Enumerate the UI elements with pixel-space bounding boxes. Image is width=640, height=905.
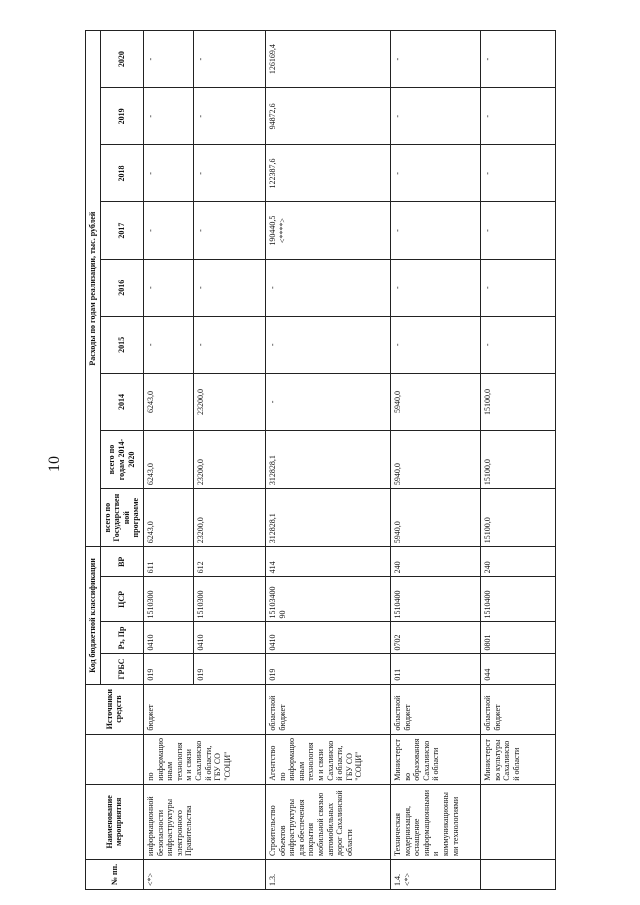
cell-csr: 1510300 <box>143 577 193 622</box>
row-name: Техническая модернизация, оснащение информационными и коммуникационными технологиями <box>390 784 480 859</box>
cell-total-years: 23200,0 <box>193 431 265 489</box>
cell-rzpr: 0702 <box>390 622 480 654</box>
cell-year: - <box>193 145 265 202</box>
cell-year: - <box>193 316 265 373</box>
cell-year: - <box>390 202 480 259</box>
header-name: Наименование мероприятия <box>86 784 144 859</box>
cell-total-gp: 5940,0 <box>390 489 480 547</box>
rotated-table-wrapper <box>85 30 620 890</box>
row-source: областной бюджет <box>480 684 555 734</box>
row-source: областной бюджет <box>265 684 390 734</box>
header-executor <box>86 734 144 784</box>
cell-year: - <box>193 88 265 145</box>
cell-year: - <box>193 202 265 259</box>
cell-year: - <box>265 259 390 316</box>
header-num: № пп. <box>86 859 144 889</box>
cell-year: 15100,0 <box>480 373 555 430</box>
cell-total-gp: 23200,0 <box>193 489 265 547</box>
cell-grbs: 019 <box>265 654 390 684</box>
cell-year: - <box>390 145 480 202</box>
cell-year: - <box>390 316 480 373</box>
header-year: 2017 <box>100 202 143 259</box>
cell-total-gp: 15100,0 <box>480 489 555 547</box>
table-row <box>390 31 480 890</box>
cell-year: 94872,6 <box>265 88 390 145</box>
table-row <box>480 31 555 890</box>
cell-year: - <box>193 259 265 316</box>
cell-year: - <box>143 88 193 145</box>
row-num: 1.3. <box>265 859 390 889</box>
header-year: 2014 <box>100 373 143 430</box>
row-name <box>480 784 555 859</box>
row-name: Строительство объектов инфраструктуры для обеспечения покрытия мобильной связью автомобильных дорог Сахалинской области <box>265 784 390 859</box>
cell-grbs: 019 <box>143 654 193 684</box>
cell-grbs: 044 <box>480 654 555 684</box>
header-year: 2016 <box>100 259 143 316</box>
header-years-group: Расходы по годам реализации, тыс. рублей <box>86 31 101 547</box>
cell-year: - <box>143 31 193 88</box>
row-name: информационной безопасности инфраструктуры электронного Правительства <box>143 784 265 859</box>
budget-table <box>85 30 556 890</box>
cell-csr: 1510400 <box>390 577 480 622</box>
cell-year: - <box>390 31 480 88</box>
header-year: 2019 <box>100 88 143 145</box>
cell-vr: 612 <box>193 547 265 577</box>
cell-vr: 611 <box>143 547 193 577</box>
cell-year: 23200,0 <box>193 373 265 430</box>
row-source: бюджет <box>143 684 265 734</box>
header-code-group: Код бюджетной классификации <box>86 547 101 684</box>
cell-year: - <box>265 373 390 430</box>
cell-year: - <box>480 259 555 316</box>
page-number: 10 <box>46 456 63 472</box>
cell-year: - <box>480 202 555 259</box>
cell-year: - <box>193 31 265 88</box>
cell-vr: 240 <box>390 547 480 577</box>
cell-total-gp: 312828,1 <box>265 489 390 547</box>
header-rzpr: Рз, Пр <box>100 622 143 654</box>
cell-year: - <box>143 202 193 259</box>
cell-rzpr: 0410 <box>265 622 390 654</box>
cell-year: - <box>265 316 390 373</box>
cell-total-gp: 6243,0 <box>143 489 193 547</box>
header-csr: ЦСР <box>100 577 143 622</box>
cell-year: - <box>390 88 480 145</box>
cell-year: - <box>143 259 193 316</box>
cell-rzpr: 0410 <box>143 622 193 654</box>
cell-year: 190440,5 <****> <box>265 202 390 259</box>
header-year: 2020 <box>100 31 143 88</box>
cell-year: - <box>480 31 555 88</box>
row-num: 1.4. <*> <box>390 859 480 889</box>
row-num: <*> <box>143 859 265 889</box>
cell-year: - <box>480 145 555 202</box>
header-total-years: всего по годам 2014-2020 <box>100 431 143 489</box>
cell-year: 5940,0 <box>390 373 480 430</box>
header-vr: ВР <box>100 547 143 577</box>
cell-total-years: 312828,1 <box>265 431 390 489</box>
cell-year: 126169,4 <box>265 31 390 88</box>
cell-csr: 15103400 90 <box>265 577 390 622</box>
header-grbs: ГРБС <box>100 654 143 684</box>
row-num <box>480 859 555 889</box>
cell-year: - <box>390 259 480 316</box>
cell-csr: 1510400 <box>480 577 555 622</box>
cell-year: - <box>480 316 555 373</box>
cell-year: - <box>143 145 193 202</box>
cell-grbs: 019 <box>193 654 265 684</box>
row-executor: Агентство по информационным технологиям и связи Сахалинской области, ГБУ СО "СОЦИ" <box>265 734 390 784</box>
cell-rzpr: 0410 <box>193 622 265 654</box>
header-row-1 <box>86 31 101 890</box>
cell-total-years: 6243,0 <box>143 431 193 489</box>
cell-rzpr: 0801 <box>480 622 555 654</box>
table-row <box>143 31 193 890</box>
cell-year: 122387,6 <box>265 145 390 202</box>
cell-vr: 240 <box>480 547 555 577</box>
cell-year: 6243,0 <box>143 373 193 430</box>
cell-total-years: 15100,0 <box>480 431 555 489</box>
cell-grbs: 011 <box>390 654 480 684</box>
cell-total-years: 5940,0 <box>390 431 480 489</box>
header-year: 2018 <box>100 145 143 202</box>
header-source: Источники средств <box>86 684 144 734</box>
cell-year: - <box>143 316 193 373</box>
cell-year: - <box>480 88 555 145</box>
table-row <box>265 31 390 890</box>
row-executor: Министерство культуры Сахалинской области <box>480 734 555 784</box>
cell-csr: 1510300 <box>193 577 265 622</box>
row-executor: по информационным технологиям и связи Сахалинской области, ГБУ СО "СОЦИ" <box>143 734 265 784</box>
row-executor: Министерство образования Сахалинской области <box>390 734 480 784</box>
header-year: 2015 <box>100 316 143 373</box>
header-total-gp: всего по Государственной программе <box>100 489 143 547</box>
row-source: областной бюджет <box>390 684 480 734</box>
cell-vr: 414 <box>265 547 390 577</box>
